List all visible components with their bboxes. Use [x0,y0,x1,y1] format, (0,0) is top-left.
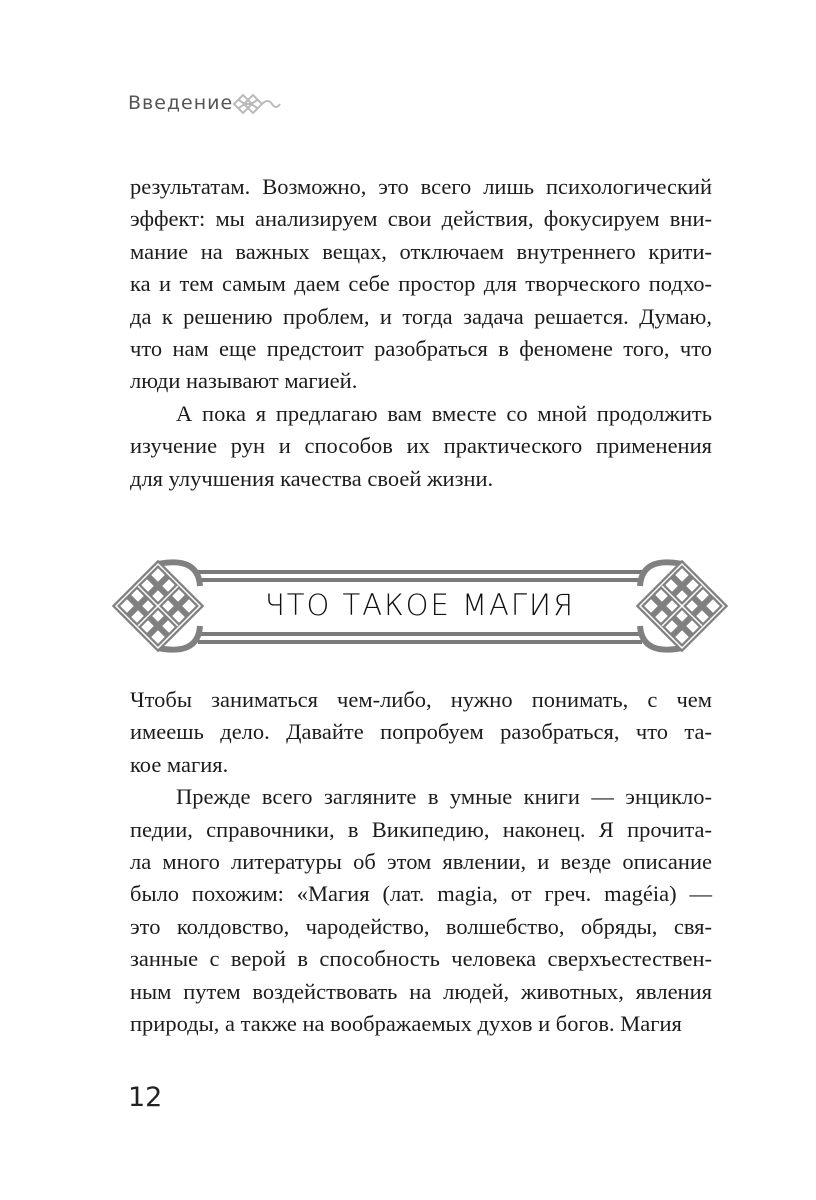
text-line: ла много литературы об этом явлении, и везде описание [130,849,712,875]
page-number: 12 [128,1082,163,1113]
text-line: было похожим: «Магия (лат. magia, от греч. magéia) — [130,881,712,907]
section-title: ЧТО ТАКОЕ МАГИЯ [264,588,576,622]
running-head: Введение [128,92,234,114]
text-line: люди называют магией. [130,368,358,394]
text-line: А пока я предлагаю вам вместе со мной продолжить [176,400,712,426]
text-line: да к решению проблем, и тогда задача решается. Думаю, [130,303,712,329]
text-line: результатам. Возможно, это всего лишь психологический [130,174,712,199]
text-line: занные с верой в способность человека сверхъестествен- [130,946,712,972]
text-line: мание на важных вещах, отключаем внутреннего крити- [130,238,712,264]
text-line: Чтобы заниматься чем-либо, нужно понимать, с чем [130,687,712,712]
section-banner [108,556,732,656]
body-text-bottom [130,684,712,1040]
text-line: для улучшения качества своей жизни. [130,465,494,491]
body-text-top [130,171,712,495]
text-line: природы, а также на воображаемых духов и богов. Магия [130,1011,682,1037]
text-line: что нам еще предстоит разобраться в феномене того, что [130,336,712,362]
text-line: кое магия. [130,751,229,777]
text-line: педии, справочники, в Википедию, наконец. Я прочита- [130,816,712,842]
text-line: Прежде всего загляните в умные книги — энциклo- [176,784,712,810]
text-line: изучение рун и способов их практического применения [130,433,712,459]
text-line: ным путем воздействовать на людей, животных, явления [130,978,712,1004]
text-line: ка и тем самым даем себе простор для творческого подхо- [130,271,712,297]
text-line: имеешь дело. Давайте попробуем разобраться, что та- [130,719,712,745]
celtic-knot-ornament-icon [230,91,282,117]
text-line: эффект: мы анализируем свои действия, фокусируем вни- [130,206,712,232]
text-line: это колдовство, чародейство, волшебство, обряды, свя- [130,913,712,939]
